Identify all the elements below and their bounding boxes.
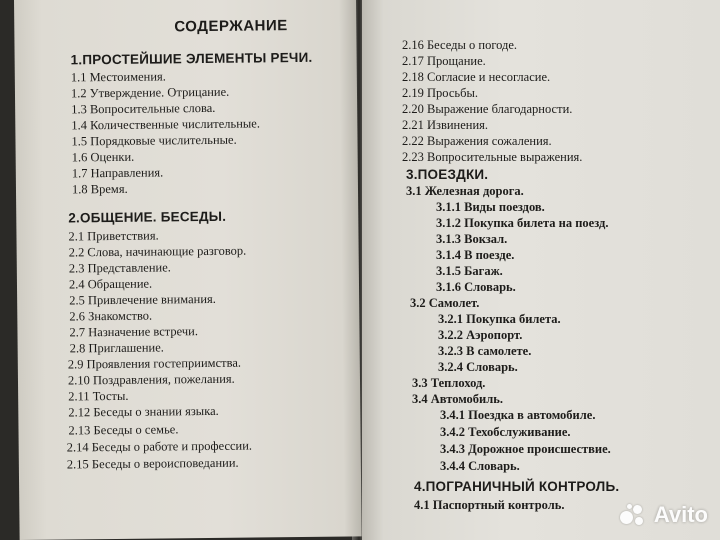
toc-entry: 2.18 Согласие и несогласие. [402,70,551,84]
section-heading: 2.ОБЩЕНИЕ. БЕСЕДЫ. [68,208,227,226]
toc-entry: 3.3 Теплоход. [412,376,486,390]
toc-subentry: 3.1.4 В поезде. [436,248,515,262]
toc-entry: 1.1 Местоимения. [70,69,166,85]
toc-subentry: 3.1.1 Виды поездов. [436,200,545,214]
toc-entry: 1.3 Вопросительные слова. [71,100,216,117]
section-heading: 4.ПОГРАНИЧНЫЙ КОНТРОЛЬ. [414,479,620,494]
toc-entry: 2.6 Знакомство. [69,308,153,324]
toc-entry: 2.12 Беседы о знании языка. [68,403,219,420]
section-heading: 1.ПРОСТЕЙШИЕ ЭЛЕМЕНТЫ РЕЧИ. [70,49,313,68]
toc-entry: 2.10 Поздравления, пожелания. [67,371,235,388]
toc-subentry: 3.2.1 Покупка билета. [438,312,561,326]
toc-entry: 2.3 Представление. [68,260,171,276]
toc-entry: 2.11 Тосты. [68,388,129,404]
toc-subentry: 3.1.6 Словарь. [436,280,516,294]
toc-entry: 1.5 Порядковые числительные. [71,132,237,149]
toc-subentry: 3.4.2 Техобслуживание. [440,425,571,439]
toc-entry: 4.1 Паспортный контроль. [414,498,565,512]
toc-entry: 2.14 Беседы о работе и профессии. [66,438,253,455]
watermark-text: Avito [653,502,708,527]
toc-subentry: 3.1.3 Вокзал. [436,232,508,246]
toc-subentry: 3.4.3 Дорожное происшествие. [440,442,611,456]
toc-entry: 2.2 Слова, начинающие разговор. [68,243,247,260]
toc-entry: 2.7 Назначение встречи. [69,324,199,340]
toc-entry: 3.1 Железная дорога. [406,184,524,198]
toc-subentry: 3.2.4 Словарь. [438,360,518,374]
toc-entry: 2.9 Проявления гостеприимства. [67,355,242,372]
toc-entry: 2.8 Приглашение. [69,340,164,356]
toc-entry: 2.4 Обращение. [68,276,153,292]
toc-entry: 3.2 Самолет. [410,296,480,310]
toc-entry: 1.6 Оценки. [71,149,135,165]
toc-subentry: 3.4.4 Словарь. [440,459,520,473]
toc-entry: 2.15 Беседы о вероисповедании. [66,455,239,472]
left-page [14,0,362,540]
section-heading: 3.ПОЕЗДКИ. [406,167,489,182]
toc-entry: 1.2 Утверждение. Отрицание. [70,84,230,101]
toc-entry: 2.16 Беседы о погоде. [402,38,518,52]
toc-entry: 2.21 Извинения. [402,118,489,132]
toc-subentry: 3.2.2 Аэропорт. [438,328,523,342]
toc-entry: 2.13 Беседы о семье. [68,422,179,438]
toc-subentry: 3.1.5 Багаж. [436,264,503,278]
contents-title: СОДЕРЖАНИЕ [174,17,288,36]
toc-entry: 2.17 Прощание. [402,54,486,68]
toc-entry: 1.8 Время. [71,181,128,197]
avito-watermark [618,502,708,528]
toc-entry: 2.23 Вопросительные выражения. [402,150,583,164]
avito-logo-icon [618,503,648,527]
right-page [362,0,720,540]
toc-subentry: 3.4.1 Поездка в автомобиле. [440,408,596,422]
toc-entry: 2.22 Выражения сожаления. [402,134,552,148]
toc-entry: 2.19 Просьбы. [402,86,478,100]
toc-entry: 2.20 Выражение благодарности. [402,102,573,116]
toc-entry: 1.4 Количественные числительные. [71,116,261,133]
toc-subentry: 3.1.2 Покупка билета на поезд. [436,216,609,230]
toc-subentry: 3.2.3 В самолете. [438,344,532,358]
toc-entry: 2.1 Приветствия. [68,228,159,244]
toc-entry: 3.4 Автомобиль. [412,392,504,406]
toc-entry: 2.5 Привлечение внимания. [69,291,216,308]
toc-entry: 1.7 Направления. [71,165,164,181]
